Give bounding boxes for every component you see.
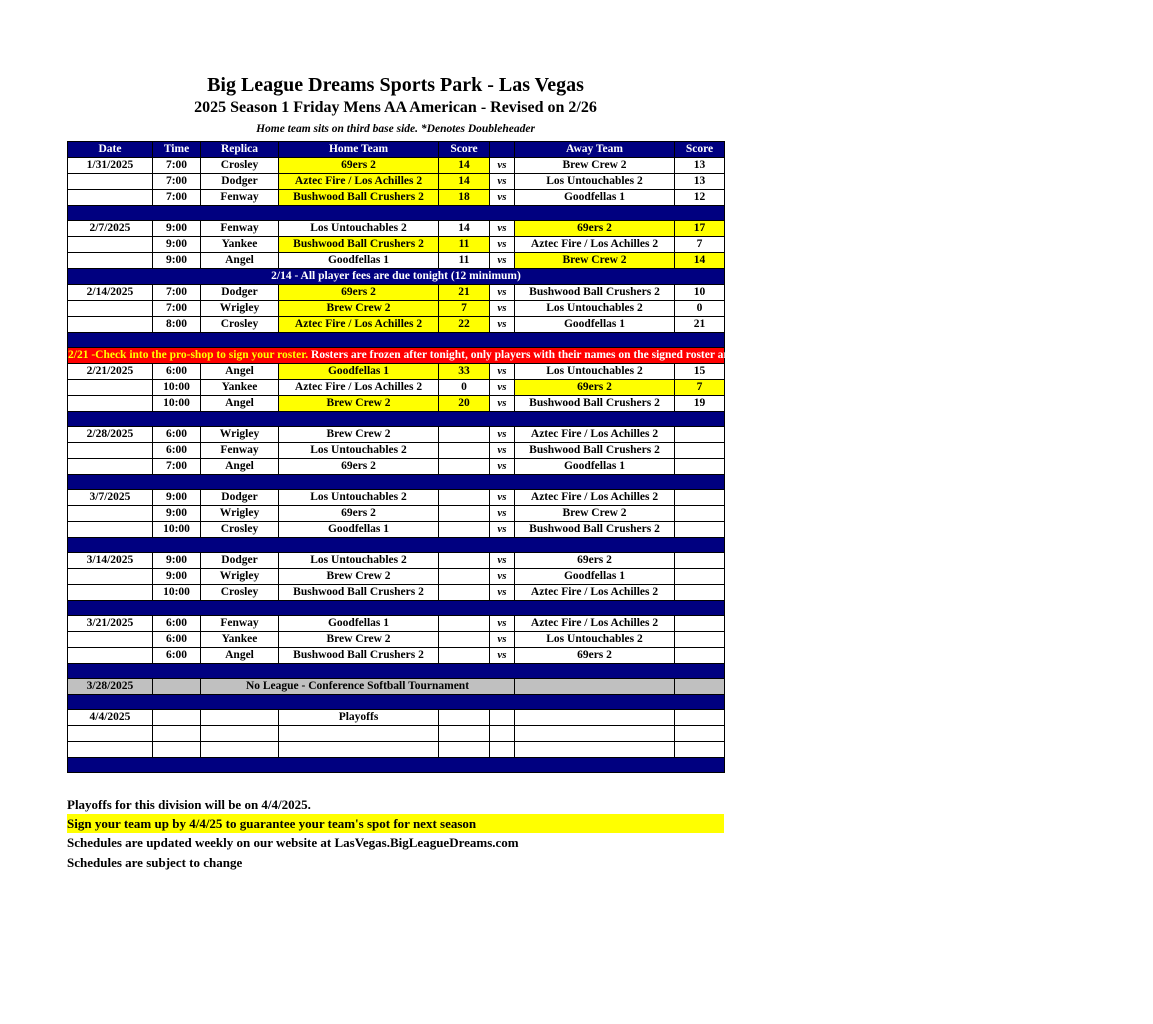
col-replica: Replica xyxy=(201,142,279,158)
game-row xyxy=(68,427,725,443)
vs-label: vs xyxy=(490,553,515,569)
game-row xyxy=(68,616,725,632)
separator-cell xyxy=(68,412,725,427)
empty-cell xyxy=(490,742,515,758)
game-field: Yankee xyxy=(201,380,279,396)
game-field: Fenway xyxy=(201,221,279,237)
away-score: 21 xyxy=(675,317,725,333)
vs-label: vs xyxy=(490,301,515,317)
game-time: 9:00 xyxy=(153,506,201,522)
no-league-time xyxy=(153,679,201,695)
empty-cell xyxy=(675,726,725,742)
away-team: Bushwood Ball Crushers 2 xyxy=(515,285,675,301)
game-date xyxy=(68,380,153,396)
home-team: Goodfellas 1 xyxy=(279,253,439,269)
game-date xyxy=(68,317,153,333)
empty-row xyxy=(68,742,725,758)
home-team: Brew Crew 2 xyxy=(279,632,439,648)
away-team: Brew Crew 2 xyxy=(515,158,675,174)
vs-label: vs xyxy=(490,364,515,380)
home-score: 11 xyxy=(439,253,490,269)
vs-label: vs xyxy=(490,522,515,538)
playoffs-time xyxy=(153,710,201,726)
away-team: Brew Crew 2 xyxy=(515,506,675,522)
game-time: 9:00 xyxy=(153,221,201,237)
home-team: Aztec Fire / Los Achilles 2 xyxy=(279,174,439,190)
away-score: 13 xyxy=(675,174,725,190)
game-time: 9:00 xyxy=(153,237,201,253)
home-team: Bushwood Ball Crushers 2 xyxy=(279,190,439,206)
home-score xyxy=(439,569,490,585)
game-date: 2/14/2025 xyxy=(68,285,153,301)
no-league-score xyxy=(675,679,725,695)
page-subtitle: 2025 Season 1 Friday Mens AA American - Revised on 2/26 xyxy=(194,99,597,116)
home-score xyxy=(439,443,490,459)
away-team: Los Untouchables 2 xyxy=(515,174,675,190)
empty-cell xyxy=(153,742,201,758)
home-score xyxy=(439,616,490,632)
away-team: Aztec Fire / Los Achilles 2 xyxy=(515,616,675,632)
separator-cell xyxy=(68,538,725,553)
empty-cell xyxy=(515,742,675,758)
game-field: Angel xyxy=(201,253,279,269)
game-date: 2/28/2025 xyxy=(68,427,153,443)
home-team: Goodfellas 1 xyxy=(279,616,439,632)
away-score: 17 xyxy=(675,221,725,237)
game-row xyxy=(68,221,725,237)
away-score: 7 xyxy=(675,380,725,396)
vs-label: vs xyxy=(490,459,515,475)
game-field: Angel xyxy=(201,459,279,475)
away-score: 10 xyxy=(675,285,725,301)
empty-cell xyxy=(201,742,279,758)
home-team: Los Untouchables 2 xyxy=(279,221,439,237)
game-field: Fenway xyxy=(201,443,279,459)
home-team: Bushwood Ball Crushers 2 xyxy=(279,585,439,601)
vs-label: vs xyxy=(490,648,515,664)
vs-label: vs xyxy=(490,490,515,506)
home-team: Bushwood Ball Crushers 2 xyxy=(279,648,439,664)
separator-row xyxy=(68,538,725,553)
separator-row xyxy=(68,664,725,679)
game-time: 7:00 xyxy=(153,158,201,174)
game-row xyxy=(68,459,725,475)
game-date xyxy=(68,459,153,475)
away-team: Goodfellas 1 xyxy=(515,190,675,206)
playoffs-field xyxy=(201,710,279,726)
game-date xyxy=(68,632,153,648)
game-time: 10:00 xyxy=(153,522,201,538)
no-league-text: No League - Conference Softball Tournament xyxy=(201,679,515,695)
away-team: 69ers 2 xyxy=(515,648,675,664)
home-team: Brew Crew 2 xyxy=(279,569,439,585)
vs-label: vs xyxy=(490,506,515,522)
game-date xyxy=(68,443,153,459)
home-score xyxy=(439,490,490,506)
empty-cell xyxy=(153,726,201,742)
game-row xyxy=(68,553,725,569)
playoffs-score xyxy=(439,710,490,726)
col-away-score: Score xyxy=(675,142,725,158)
separator-row xyxy=(68,412,725,427)
home-team: 69ers 2 xyxy=(279,285,439,301)
separator-cell xyxy=(68,664,725,679)
separator-cell xyxy=(68,475,725,490)
home-score xyxy=(439,459,490,475)
vs-label: vs xyxy=(490,158,515,174)
game-date xyxy=(68,522,153,538)
game-time: 7:00 xyxy=(153,459,201,475)
game-row xyxy=(68,490,725,506)
game-row xyxy=(68,396,725,412)
roster-alert-text: Rosters are frozen after tonight, only players with their names on the signed roster are eligible for playoffs. Please check carefully as changes will not be made for omissions. xyxy=(308,349,1153,361)
game-time: 9:00 xyxy=(153,569,201,585)
home-team: Aztec Fire / Los Achilles 2 xyxy=(279,380,439,396)
away-score: 13 xyxy=(675,158,725,174)
game-time: 9:00 xyxy=(153,490,201,506)
home-team: Brew Crew 2 xyxy=(279,396,439,412)
away-score: 0 xyxy=(675,301,725,317)
home-team: Aztec Fire / Los Achilles 2 xyxy=(279,317,439,333)
game-field: Crosley xyxy=(201,585,279,601)
game-date xyxy=(68,506,153,522)
game-field: Dodger xyxy=(201,553,279,569)
away-score xyxy=(675,632,725,648)
game-date: 1/31/2025 xyxy=(68,158,153,174)
vs-label: vs xyxy=(490,253,515,269)
game-field: Dodger xyxy=(201,490,279,506)
separator-row xyxy=(68,758,725,773)
vs-label: vs xyxy=(490,221,515,237)
game-row xyxy=(68,585,725,601)
away-score xyxy=(675,585,725,601)
game-field: Yankee xyxy=(201,632,279,648)
away-team: Aztec Fire / Los Achilles 2 xyxy=(515,427,675,443)
game-field: Angel xyxy=(201,396,279,412)
home-score xyxy=(439,585,490,601)
header-row xyxy=(68,142,725,158)
home-score xyxy=(439,632,490,648)
away-team: Bushwood Ball Crushers 2 xyxy=(515,443,675,459)
home-score: 21 xyxy=(439,285,490,301)
playoffs-note: Playoffs for this division will be on 4/4/2025. xyxy=(67,797,311,812)
game-time: 10:00 xyxy=(153,585,201,601)
game-time: 6:00 xyxy=(153,648,201,664)
game-row xyxy=(68,317,725,333)
vs-label: vs xyxy=(490,443,515,459)
website-note: Schedules are updated weekly on our website at LasVegas.BigLeagueDreams.com xyxy=(67,835,519,850)
game-row xyxy=(68,158,725,174)
away-team: 69ers 2 xyxy=(515,380,675,396)
game-date xyxy=(68,237,153,253)
home-score xyxy=(439,553,490,569)
home-team: 69ers 2 xyxy=(279,459,439,475)
vs-label: vs xyxy=(490,427,515,443)
away-score xyxy=(675,506,725,522)
col-away-team: Away Team xyxy=(515,142,675,158)
away-score: 7 xyxy=(675,237,725,253)
away-team: Aztec Fire / Los Achilles 2 xyxy=(515,237,675,253)
away-score: 12 xyxy=(675,190,725,206)
away-score xyxy=(675,427,725,443)
empty-cell xyxy=(201,726,279,742)
home-score: 22 xyxy=(439,317,490,333)
game-date xyxy=(68,253,153,269)
game-time: 10:00 xyxy=(153,380,201,396)
game-field: Fenway xyxy=(201,616,279,632)
game-time: 7:00 xyxy=(153,174,201,190)
vs-label: vs xyxy=(490,616,515,632)
away-team: Bushwood Ball Crushers 2 xyxy=(515,522,675,538)
game-date: 3/14/2025 xyxy=(68,553,153,569)
vs-label: vs xyxy=(490,585,515,601)
separator-row xyxy=(68,475,725,490)
away-team: Los Untouchables 2 xyxy=(515,301,675,317)
game-time: 10:00 xyxy=(153,396,201,412)
playoffs-text: Playoffs xyxy=(279,710,439,726)
vs-label: vs xyxy=(490,317,515,333)
away-team: Aztec Fire / Los Achilles 2 xyxy=(515,490,675,506)
game-field: Crosley xyxy=(201,522,279,538)
home-score xyxy=(439,522,490,538)
home-team: Brew Crew 2 xyxy=(279,427,439,443)
game-field: Crosley xyxy=(201,158,279,174)
playoffs-away-score xyxy=(675,710,725,726)
vs-label: vs xyxy=(490,632,515,648)
home-score: 7 xyxy=(439,301,490,317)
game-time: 7:00 xyxy=(153,301,201,317)
home-score: 20 xyxy=(439,396,490,412)
schedule-table xyxy=(67,141,1153,773)
home-score: 14 xyxy=(439,158,490,174)
game-field: Wrigley xyxy=(201,569,279,585)
away-team: Goodfellas 1 xyxy=(515,317,675,333)
game-time: 6:00 xyxy=(153,364,201,380)
game-row xyxy=(68,174,725,190)
fees-banner: 2/14 - All player fees are due tonight (12 minimum) xyxy=(68,269,725,285)
separator-row xyxy=(68,601,725,616)
home-team: Brew Crew 2 xyxy=(279,301,439,317)
game-field: Dodger xyxy=(201,174,279,190)
away-score xyxy=(675,616,725,632)
home-team: Goodfellas 1 xyxy=(279,522,439,538)
game-row xyxy=(68,569,725,585)
col-vs xyxy=(490,142,515,158)
home-team: 69ers 2 xyxy=(279,158,439,174)
game-time: 7:00 xyxy=(153,190,201,206)
away-score xyxy=(675,522,725,538)
game-row xyxy=(68,253,725,269)
playoffs-vs xyxy=(490,710,515,726)
away-team: Goodfellas 1 xyxy=(515,569,675,585)
game-field: Wrigley xyxy=(201,301,279,317)
home-team: Los Untouchables 2 xyxy=(279,490,439,506)
game-field: Angel xyxy=(201,648,279,664)
empty-cell xyxy=(675,742,725,758)
col-time: Time xyxy=(153,142,201,158)
game-date xyxy=(68,190,153,206)
away-score: 19 xyxy=(675,396,725,412)
game-row xyxy=(68,190,725,206)
empty-cell xyxy=(68,742,153,758)
game-field: Wrigley xyxy=(201,506,279,522)
col-home-team: Home Team xyxy=(279,142,439,158)
no-league-row xyxy=(68,679,725,695)
away-score xyxy=(675,459,725,475)
game-date: 2/21/2025 xyxy=(68,364,153,380)
home-score: 33 xyxy=(439,364,490,380)
col-home-score: Score xyxy=(439,142,490,158)
game-date: 2/7/2025 xyxy=(68,221,153,237)
playoffs-row xyxy=(68,710,725,726)
game-row xyxy=(68,522,725,538)
game-date xyxy=(68,569,153,585)
home-team: 69ers 2 xyxy=(279,506,439,522)
game-time: 6:00 xyxy=(153,427,201,443)
game-row xyxy=(68,301,725,317)
game-time: 7:00 xyxy=(153,285,201,301)
game-time: 9:00 xyxy=(153,253,201,269)
empty-cell xyxy=(439,726,490,742)
vs-label: vs xyxy=(490,237,515,253)
fees-banner-row xyxy=(68,269,725,285)
separator-cell xyxy=(68,206,725,221)
home-score xyxy=(439,506,490,522)
vs-label: vs xyxy=(490,569,515,585)
away-team: Brew Crew 2 xyxy=(515,253,675,269)
separator-cell xyxy=(68,695,725,710)
away-score xyxy=(675,490,725,506)
game-date: 3/21/2025 xyxy=(68,616,153,632)
game-time: 8:00 xyxy=(153,317,201,333)
away-team: Los Untouchables 2 xyxy=(515,364,675,380)
empty-cell xyxy=(490,726,515,742)
game-field: Dodger xyxy=(201,285,279,301)
roster-alert-row xyxy=(68,348,725,364)
game-date xyxy=(68,301,153,317)
home-team: Bushwood Ball Crushers 2 xyxy=(279,237,439,253)
away-score: 14 xyxy=(675,253,725,269)
empty-cell xyxy=(279,742,439,758)
home-score: 0 xyxy=(439,380,490,396)
page-title: Big League Dreams Sports Park - Las Vegas xyxy=(207,74,584,96)
game-field: Yankee xyxy=(201,237,279,253)
home-team: Los Untouchables 2 xyxy=(279,553,439,569)
away-score xyxy=(675,569,725,585)
away-team: Aztec Fire / Los Achilles 2 xyxy=(515,585,675,601)
no-league-away xyxy=(515,679,675,695)
home-team: Los Untouchables 2 xyxy=(279,443,439,459)
game-field: Fenway xyxy=(201,190,279,206)
away-team: Bushwood Ball Crushers 2 xyxy=(515,396,675,412)
game-date: 3/7/2025 xyxy=(68,490,153,506)
game-time: 6:00 xyxy=(153,443,201,459)
schedule-note: Home team sits on third base side. *Denotes Doubleheader xyxy=(256,123,535,135)
no-league-date: 3/28/2025 xyxy=(68,679,153,695)
home-team: Goodfellas 1 xyxy=(279,364,439,380)
empty-cell xyxy=(68,726,153,742)
col-date: Date xyxy=(68,142,153,158)
home-score: 18 xyxy=(439,190,490,206)
game-date xyxy=(68,396,153,412)
away-score xyxy=(675,648,725,664)
schedule-body xyxy=(68,158,1153,773)
separator-row xyxy=(68,333,725,348)
game-row xyxy=(68,632,725,648)
empty-cell xyxy=(515,726,675,742)
game-field: Crosley xyxy=(201,317,279,333)
game-row xyxy=(68,380,725,396)
empty-cell xyxy=(439,742,490,758)
vs-label: vs xyxy=(490,190,515,206)
empty-cell xyxy=(279,726,439,742)
playoffs-date: 4/4/2025 xyxy=(68,710,153,726)
away-team: 69ers 2 xyxy=(515,221,675,237)
playoffs-away xyxy=(515,710,675,726)
away-score xyxy=(675,553,725,569)
separator-row xyxy=(68,695,725,710)
game-date xyxy=(68,585,153,601)
signup-note: Sign your team up by 4/4/25 to guarantee your team's spot for next season xyxy=(67,814,724,833)
away-score: 15 xyxy=(675,364,725,380)
home-score: 14 xyxy=(439,221,490,237)
vs-label: vs xyxy=(490,174,515,190)
away-team: Goodfellas 1 xyxy=(515,459,675,475)
separator-row xyxy=(68,206,725,221)
game-row xyxy=(68,364,725,380)
roster-alert-highlight: 2/21 -Check into the pro-shop to sign your roster. xyxy=(68,349,309,361)
empty-row xyxy=(68,726,725,742)
away-score xyxy=(675,443,725,459)
game-time: 6:00 xyxy=(153,616,201,632)
game-row xyxy=(68,443,725,459)
home-score: 11 xyxy=(439,237,490,253)
game-date xyxy=(68,174,153,190)
vs-label: vs xyxy=(490,380,515,396)
home-score xyxy=(439,427,490,443)
game-row xyxy=(68,285,725,301)
vs-label: vs xyxy=(490,285,515,301)
home-score: 14 xyxy=(439,174,490,190)
game-row xyxy=(68,237,725,253)
game-field: Angel xyxy=(201,364,279,380)
change-note: Schedules are subject to change xyxy=(67,855,243,870)
game-time: 9:00 xyxy=(153,553,201,569)
game-time: 6:00 xyxy=(153,632,201,648)
game-row xyxy=(68,506,725,522)
game-date xyxy=(68,648,153,664)
away-team: 69ers 2 xyxy=(515,553,675,569)
separator-cell xyxy=(68,758,725,773)
separator-cell xyxy=(68,333,725,348)
roster-alert xyxy=(68,348,1153,364)
separator-cell xyxy=(68,601,725,616)
vs-label: vs xyxy=(490,396,515,412)
game-row xyxy=(68,648,725,664)
game-field: Wrigley xyxy=(201,427,279,443)
home-score xyxy=(439,648,490,664)
away-team: Los Untouchables 2 xyxy=(515,632,675,648)
